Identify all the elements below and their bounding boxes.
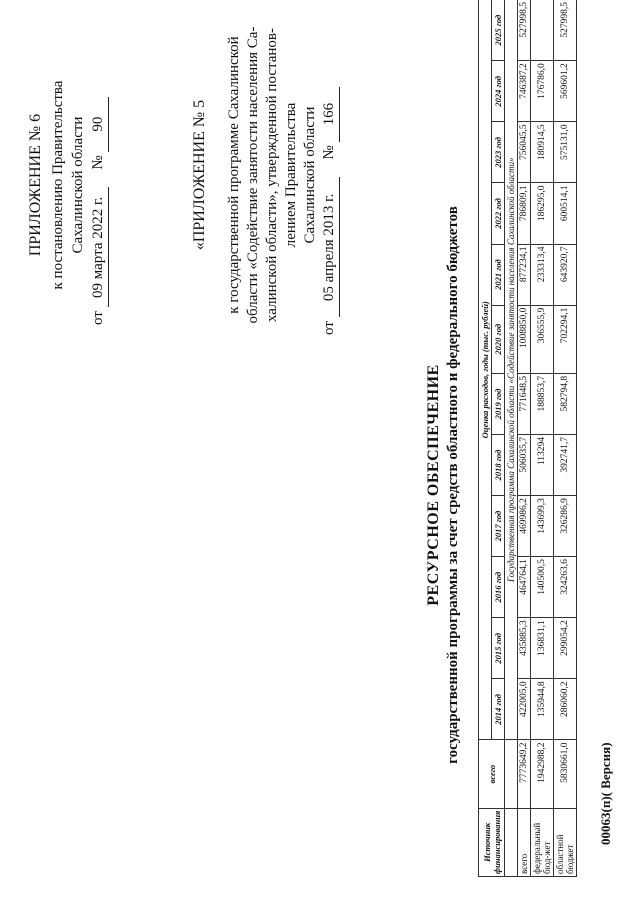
- table-cell: 1942988,2: [531, 740, 554, 808]
- table-cell: 324263,6: [554, 557, 577, 618]
- appendix-6-block: [26, 45, 109, 325]
- appendix-5-line2: области «Содействие занятости населения Са-: [245, 26, 261, 324]
- page-subtitle: государственной программы за счет средств областного и федерального бюджетов: [445, 206, 461, 764]
- header-year: 2015 год: [492, 618, 505, 679]
- table-cell: 7773649,2: [518, 740, 531, 808]
- number-label: №: [321, 145, 337, 160]
- table-cell: 746387,2: [518, 61, 531, 122]
- table-cell: 233313,4: [531, 244, 554, 305]
- header-year: 2021 год: [492, 244, 505, 305]
- header-year: 2025 год: [492, 0, 505, 61]
- table-cell: 392741,7: [554, 434, 577, 495]
- table-cell: 469986,2: [518, 496, 531, 557]
- table-span-row: [505, 0, 518, 877]
- row-label: областной бюджет: [554, 808, 577, 876]
- table-cell: 435885,3: [518, 618, 531, 679]
- decree-date: 09 марта 2022 г.: [88, 187, 109, 307]
- header-year: 2024 год: [492, 61, 505, 122]
- table-cell: 180914,5: [531, 122, 554, 183]
- table-cell: 600514,1: [554, 183, 577, 244]
- decree-number: 90: [88, 97, 109, 152]
- table-cell: 136831,1: [531, 618, 554, 679]
- header-year: 2017 год: [492, 496, 505, 557]
- appendix-5-line3: халинской области», утвержденной постанов-: [264, 28, 280, 322]
- version-label: 00063(п)( Версия): [598, 742, 613, 845]
- table-cell: 702294,1: [554, 305, 577, 373]
- appendix-6-line1: к постановлению Правительства: [50, 80, 66, 290]
- appendix-5-title: «ПРИЛОЖЕНИЕ № 5: [191, 99, 208, 251]
- from-label: от: [321, 321, 337, 335]
- header-year: 2019 год: [492, 373, 505, 434]
- header-years-group: Оценка расходов, годы (тыс. рублей): [479, 0, 492, 740]
- table-cell: 306555,9: [531, 305, 554, 373]
- table-row: [531, 0, 554, 877]
- table-cell: 186295,0: [531, 183, 554, 244]
- table-cell: 5830661,0: [554, 740, 577, 808]
- table-cell: 113294: [531, 434, 554, 495]
- program-name-row: Государственная программа Сахалинской области «Содействие занятости населения Сахалинской области»: [505, 0, 518, 740]
- table-cell: 135944,8: [531, 679, 554, 740]
- program-number: 166: [320, 87, 340, 142]
- table-cell: 506035,7: [518, 434, 531, 495]
- header-year: 2018 год: [492, 434, 505, 495]
- table-cell: 326286,9: [554, 496, 577, 557]
- resource-table: [478, 0, 577, 877]
- from-label: от: [90, 311, 106, 325]
- table-cell: 176786,0: [531, 61, 554, 122]
- program-date: 05 апреля 2013 г.: [320, 177, 340, 317]
- table-cell: 582794,8: [554, 373, 577, 434]
- table-cell: 771648,5: [518, 373, 531, 434]
- header-source: Источник финансирования: [479, 808, 505, 876]
- table-cell: 575131,0: [554, 122, 577, 183]
- table-header-row: [479, 0, 492, 877]
- table-cell: 877234,1: [518, 244, 531, 305]
- appendix-5-line1: к государственной программе Сахалинской: [226, 36, 242, 314]
- appendix-6-line2: Сахалинской области: [70, 116, 86, 254]
- table-row: [554, 0, 577, 877]
- table-cell: 140500,5: [531, 557, 554, 618]
- table-cell: 527998,5: [554, 0, 577, 61]
- header-year: 2023 год: [492, 122, 505, 183]
- appendix-6-title: ПРИЛОЖЕНИЕ № 6: [27, 113, 44, 257]
- header-year: 2020 год: [492, 305, 505, 373]
- table-cell: 786809,1: [518, 183, 531, 244]
- table-cell: 286060,2: [554, 679, 577, 740]
- table-row: [518, 0, 531, 877]
- table-cell: 464764,1: [518, 557, 531, 618]
- page-title: РЕСУРСНОЕ ОБЕСПЕЧЕНИЕ: [425, 364, 442, 606]
- table-cell: 143699,3: [531, 496, 554, 557]
- header-total: всего: [479, 740, 505, 808]
- header-year: 2022 год: [492, 183, 505, 244]
- appendix-6-date-line: [88, 45, 109, 325]
- number-label: №: [90, 155, 106, 170]
- table-cell: 299054,2: [554, 618, 577, 679]
- header-year: 2014 год: [492, 679, 505, 740]
- table-cell: 527998,5: [518, 0, 531, 61]
- appendix-5-block: [190, 15, 340, 335]
- heading-block: [425, 145, 462, 825]
- table-cell: 422005,0: [518, 679, 531, 740]
- header-year: 2016 год: [492, 557, 505, 618]
- appendix-5-line4: лением Правительства: [283, 102, 299, 248]
- appendix-5-date-line: [320, 15, 340, 335]
- row-label: всего: [518, 808, 531, 876]
- table-cell: 188853,7: [531, 373, 554, 434]
- table-cell: 569601,2: [554, 61, 577, 122]
- table-cell: 643920,7: [554, 244, 577, 305]
- appendix-5-line5: Сахалинской области: [302, 106, 318, 244]
- row-label: федеральный бюд-жет: [531, 808, 554, 876]
- table-cell: 756045,5: [518, 122, 531, 183]
- table-cell: 1008850,0: [518, 305, 531, 373]
- table-cell: [531, 0, 554, 61]
